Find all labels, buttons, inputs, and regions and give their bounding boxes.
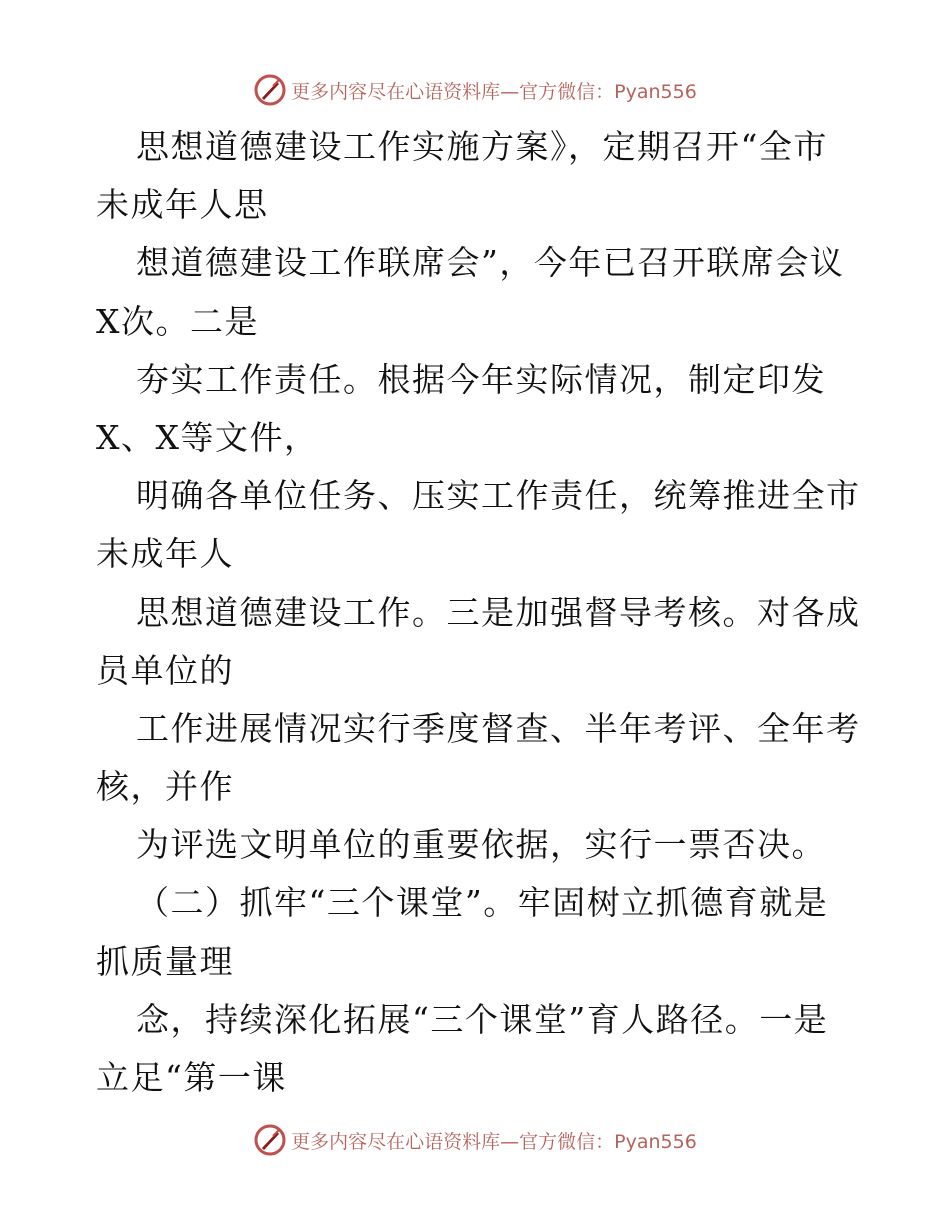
text-line: 思想道德建设工作。三是加强督导考核。对各成 [136, 592, 861, 632]
text-line: 夯实工作责任。根据今年实际情况，制定印发 [136, 359, 826, 399]
text-line: 念，持续深化拓展“三个课堂”育人路径。一是 [136, 999, 829, 1039]
text-line: 立足“第一课 [96, 1058, 287, 1097]
text-line: X次。二是 [96, 301, 259, 341]
watermark-text: 更多内容尽在心语资料库—官方微信：Pyan556 [291, 80, 697, 103]
footer-watermark-banner [0, 1120, 950, 1160]
text-line: 工作进展情况实行季度督查、半年考评、全年考 [136, 708, 861, 748]
watermark-text: 更多内容尽在心语资料库—官方微信：Pyan556 [291, 1130, 697, 1153]
text-line: 明确各单位任务、压实工作责任，统筹推进全市 [136, 476, 861, 516]
document-body [96, 118, 861, 1107]
text-line: 核，并作 [96, 767, 234, 807]
text-line: （二）抓牢“三个课堂”。牢固树立抓德育就是 [136, 883, 829, 923]
text-line: 抓质量理 [96, 941, 234, 981]
feather-pen-logo-icon [253, 73, 287, 107]
text-line: 员单位的 [96, 650, 234, 690]
text-line: X、X等文件， [96, 417, 319, 457]
header-watermark-banner [0, 70, 950, 110]
text-line: 思想道德建设工作实施方案》，定期召开“全市 [136, 127, 828, 166]
text-line: 想道德建设工作联席会”，今年已召开联席会议 [136, 243, 845, 283]
text-line: 未成年人思 [96, 185, 269, 225]
text-line: 为评选文明单位的重要依据，实行一票否决。 [136, 825, 826, 865]
feather-pen-logo-icon [253, 1123, 287, 1157]
text-line: 未成年人 [96, 534, 234, 574]
